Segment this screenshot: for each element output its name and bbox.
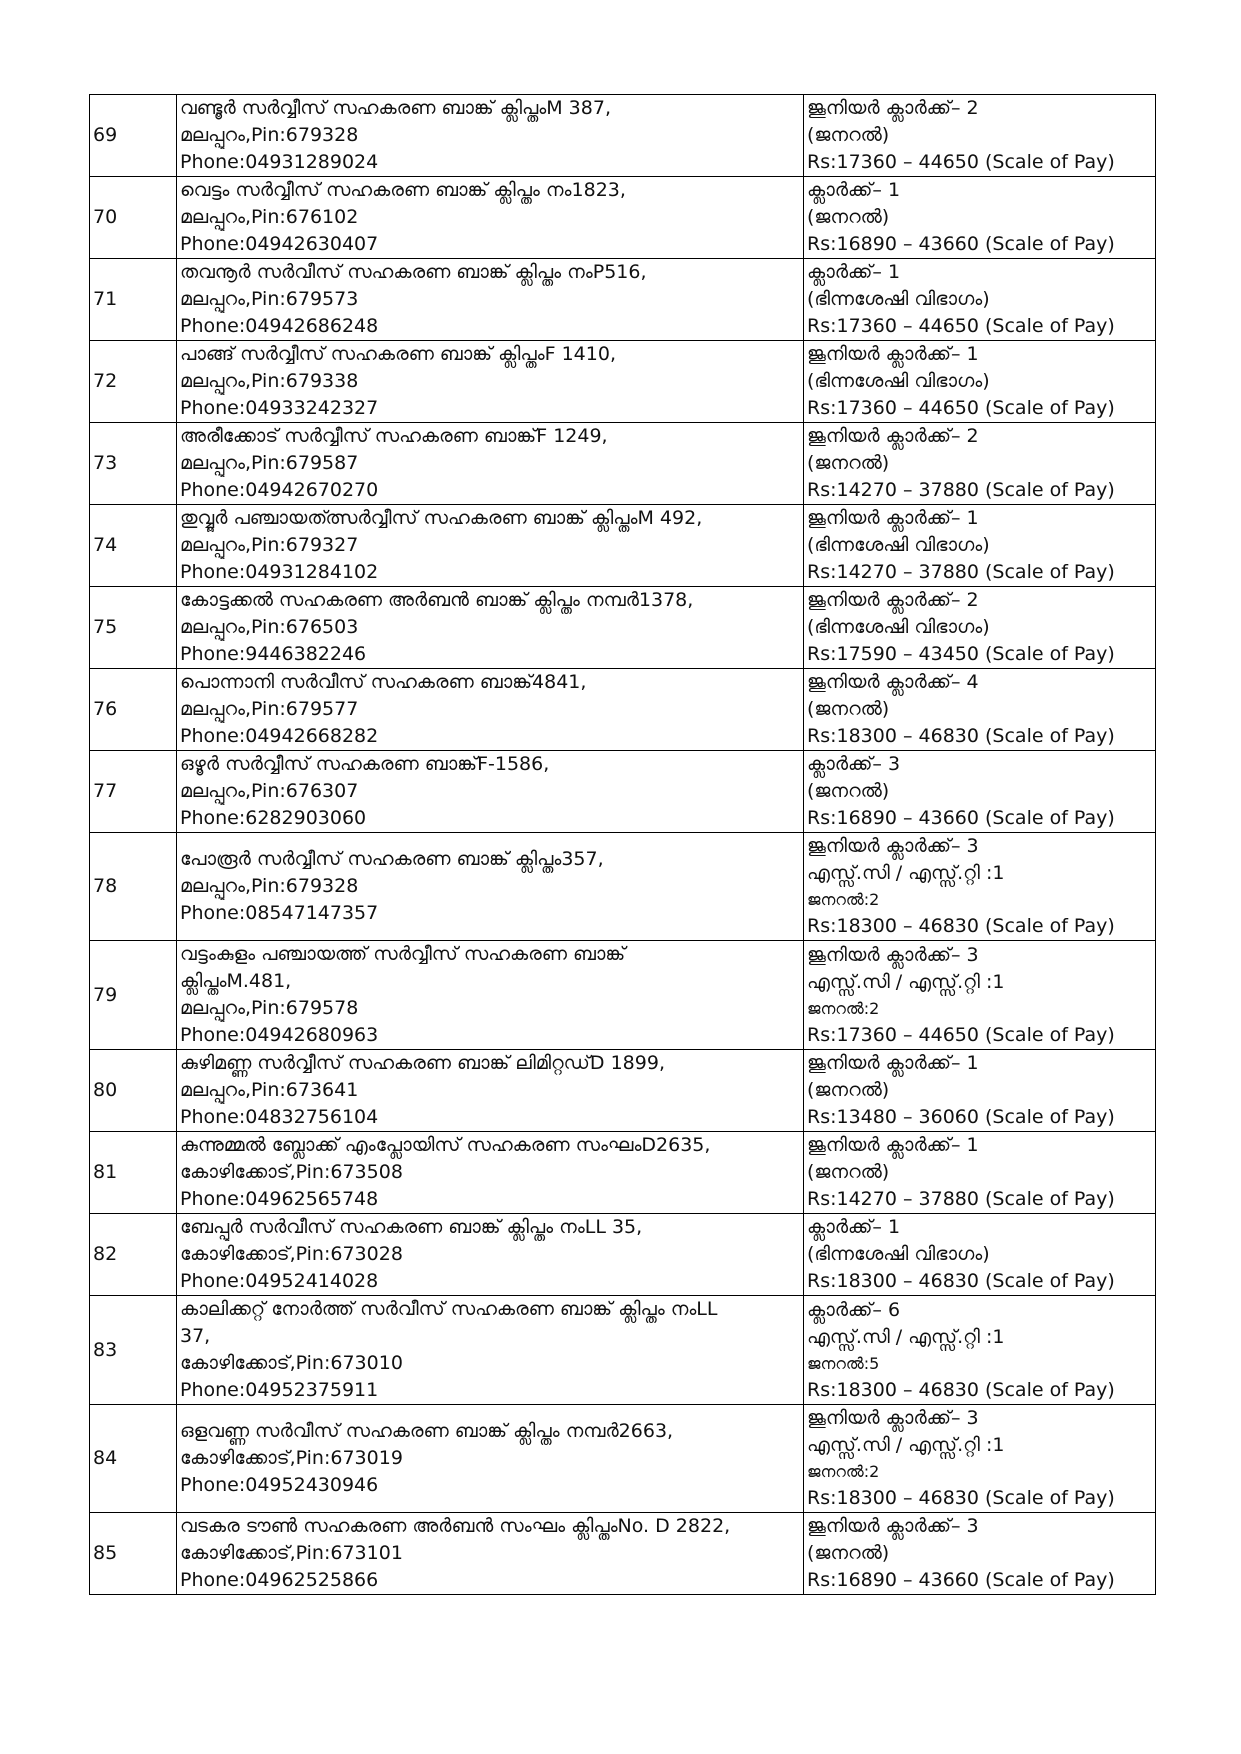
bank-detail-line: പാങ്ങ് സർവ്വീസ് സഹകരണ ബാങ്ക് ക്ലിപ്തംF 1410, bbox=[180, 343, 616, 365]
post-detail-line: Rs:18300 – 46830 (Scale of Pay) bbox=[807, 725, 1115, 747]
table-row bbox=[90, 1214, 1156, 1296]
bank-detail-line: Phone:04942668282 bbox=[180, 725, 379, 747]
bank-detail-line: Phone:04952375911 bbox=[180, 1379, 379, 1401]
bank-detail-line: വെട്ടം സർവ്വീസ് സഹകരണ ബാങ്ക് ക്ലിപ്തം നം1823, bbox=[180, 179, 626, 201]
table-row bbox=[90, 941, 1156, 1050]
bank-detail-line: മലപ്പുറം,Pin:679327 bbox=[180, 534, 359, 556]
bank-detail-line: കോഴിക്കോട്,Pin:673028 bbox=[180, 1243, 403, 1265]
bank-details-cell bbox=[177, 1513, 804, 1595]
bank-detail-line: കുന്നുമ്മൽ ബ്ലോക്ക് എംപ്ലോയിസ് സഹകരണ സംഘംD2635, bbox=[180, 1134, 711, 1156]
post-detail-line: ജൂനിയർ ക്ലാർക്ക്– 1 bbox=[807, 1134, 979, 1156]
post-detail-line: (ഭിന്നശേഷി വിഭാഗം) bbox=[807, 616, 990, 638]
bank-detail-line: മലപ്പുറം,Pin:679338 bbox=[180, 370, 359, 392]
post-detail-line: Rs:17360 – 44650 (Scale of Pay) bbox=[807, 397, 1115, 419]
table-row bbox=[90, 1050, 1156, 1132]
post-detail-line: (ജനറൽ) bbox=[807, 124, 890, 146]
post-detail-line: ജൂനിയർ ക്ലാർക്ക്– 1 bbox=[807, 1052, 979, 1074]
post-detail-line: ജൂനിയർ ക്ലാർക്ക്– 2 bbox=[807, 97, 979, 119]
post-detail-line: എസ്സ്.സി / എസ്സ്.റ്റി :1 bbox=[807, 970, 1005, 993]
post-detail-line: Rs:18300 – 46830 (Scale of Pay) bbox=[807, 1487, 1115, 1509]
serial-number-cell: 71 bbox=[90, 259, 177, 341]
post-detail-line: ജൂനിയർ ക്ലാർക്ക്– 3 bbox=[807, 1515, 979, 1537]
post-detail-line: (ജനറൽ) bbox=[807, 1542, 890, 1564]
serial-number-cell: 79 bbox=[90, 941, 177, 1050]
post-detail-line: എസ്സ്.സി / എസ്സ്.റ്റി :1 bbox=[807, 862, 1005, 884]
bank-detail-line: മലപ്പുറം,Pin:676102 bbox=[180, 206, 359, 228]
bank-details-cell bbox=[177, 177, 804, 259]
table-row bbox=[90, 587, 1156, 669]
post-detail-line: Rs:18300 – 46830 (Scale of Pay) bbox=[807, 1270, 1115, 1292]
table-row bbox=[90, 423, 1156, 505]
bank-details-cell bbox=[177, 833, 804, 941]
bank-detail-line: അരീക്കോട് സർവ്വീസ് സഹകരണ ബാങ്ക്F 1249, bbox=[180, 425, 608, 447]
bank-detail-line: Phone:9446382246 bbox=[180, 643, 367, 665]
post-detail-line: Rs:17360 – 44650 (Scale of Pay) bbox=[807, 315, 1115, 337]
bank-detail-line: മലപ്പുറം,Pin:679573 bbox=[180, 288, 359, 310]
bank-detail-line: തവനൂർ സർവീസ് സഹകരണ ബാങ്ക് ക്ലിപ്തം നംP516, bbox=[180, 261, 647, 283]
serial-number-cell: 81 bbox=[90, 1132, 177, 1214]
bank-detail-line: Phone:04962565748 bbox=[180, 1188, 379, 1210]
bank-details-cell bbox=[177, 669, 804, 751]
bank-detail-line: കോഴിക്കോട്,Pin:673101 bbox=[180, 1542, 403, 1564]
bank-detail-line: Phone:08547147357 bbox=[180, 902, 379, 924]
bank-details-cell bbox=[177, 1132, 804, 1214]
post-detail-line: (ജനറൽ) bbox=[807, 780, 890, 802]
bank-details-cell bbox=[177, 505, 804, 587]
post-details-cell bbox=[804, 177, 1156, 259]
bank-detail-line: കുഴിമണ്ണ സർവ്വീസ് സഹകരണ ബാങ്ക് ലിമിറ്റഡ്D 1899, bbox=[180, 1052, 665, 1074]
table-row bbox=[90, 669, 1156, 751]
post-detail-line: ക്ലാർക്ക്– 1 bbox=[807, 1216, 901, 1238]
bank-details-cell bbox=[177, 751, 804, 833]
post-detail-line: Rs:18300 – 46830 (Scale of Pay) bbox=[807, 1378, 1115, 1401]
post-detail-line: (ജനറൽ) bbox=[807, 452, 890, 474]
post-details-cell bbox=[804, 669, 1156, 751]
bank-detail-line: ബേപ്പൂർ സർവീസ് സഹകരണ ബാങ്ക് ക്ലിപ്തം നംLL 35, bbox=[180, 1216, 643, 1238]
table-row bbox=[90, 833, 1156, 941]
bank-details-cell bbox=[177, 1405, 804, 1513]
post-detail-line: (ജനറൽ) bbox=[807, 1161, 890, 1183]
post-detail-line: ജനറൽ:2 bbox=[807, 998, 880, 1018]
serial-number-cell: 77 bbox=[90, 751, 177, 833]
bank-detail-line: Phone:04952414028 bbox=[180, 1270, 379, 1292]
post-detail-line: Rs:16890 – 43660 (Scale of Pay) bbox=[807, 807, 1115, 829]
post-detail-line: ജൂനിയർ ക്ലാർക്ക്– 3 bbox=[807, 835, 979, 857]
bank-detail-line: മലപ്പുറം,Pin:676307 bbox=[180, 780, 359, 802]
bank-detail-line: Phone:04942686248 bbox=[180, 315, 379, 337]
table-row bbox=[90, 505, 1156, 587]
table-row bbox=[90, 95, 1156, 177]
post-detail-line: ക്ലാർക്ക്– 6 bbox=[807, 1298, 901, 1321]
post-detail-line: ജനറൽ:2 bbox=[807, 1462, 880, 1481]
post-details-cell bbox=[804, 341, 1156, 423]
bank-detail-line: കോഴിക്കോട്,Pin:673019 bbox=[180, 1447, 403, 1469]
post-details-cell bbox=[804, 1296, 1156, 1405]
post-detail-line: Rs:16890 – 43660 (Scale of Pay) bbox=[807, 1569, 1115, 1591]
bank-details-cell bbox=[177, 1296, 804, 1405]
post-detail-line: (ഭിന്നശേഷി വിഭാഗം) bbox=[807, 534, 990, 556]
serial-number-cell: 70 bbox=[90, 177, 177, 259]
bank-detail-line: പോരൂർ സർവ്വീസ് സഹകരണ ബാങ്ക് ക്ലിപ്തം357, bbox=[180, 848, 604, 870]
post-detail-line: (ജനറൽ) bbox=[807, 1079, 890, 1101]
bank-details-cell bbox=[177, 259, 804, 341]
bank-detail-line: പൊന്നാനി സർവീസ് സഹകരണ ബാങ്ക്4841, bbox=[180, 671, 587, 693]
bank-detail-line: Phone:04931284102 bbox=[180, 561, 379, 583]
bank-detail-line: വണ്ടൂർ സർവ്വീസ് സഹകരണ ബാങ്ക് ക്ലിപ്തംM 387, bbox=[180, 97, 611, 119]
post-detail-line: Rs:14270 – 37880 (Scale of Pay) bbox=[807, 1188, 1115, 1210]
serial-number-cell: 69 bbox=[90, 95, 177, 177]
post-detail-line: Rs:17360 – 44650 (Scale of Pay) bbox=[807, 151, 1115, 173]
post-details-cell bbox=[804, 505, 1156, 587]
bank-detail-line: കോഴിക്കോട്,Pin:673010 bbox=[180, 1352, 403, 1374]
bank-details-cell bbox=[177, 1214, 804, 1296]
post-detail-line: Rs:18300 – 46830 (Scale of Pay) bbox=[807, 915, 1115, 937]
post-detail-line: ക്ലാർക്ക്– 3 bbox=[807, 753, 901, 775]
post-details-cell bbox=[804, 259, 1156, 341]
table-row bbox=[90, 751, 1156, 833]
post-detail-line: എസ്സ്.സി / എസ്സ്.റ്റി :1 bbox=[807, 1434, 1005, 1456]
serial-number-cell: 85 bbox=[90, 1513, 177, 1595]
bank-detail-line: Phone:04942670270 bbox=[180, 479, 379, 501]
bank-detail-line: മലപ്പുറം,Pin:679577 bbox=[180, 698, 359, 720]
bank-details-cell bbox=[177, 1050, 804, 1132]
bank-details-cell bbox=[177, 95, 804, 177]
serial-number-cell: 75 bbox=[90, 587, 177, 669]
serial-number-cell: 83 bbox=[90, 1296, 177, 1405]
serial-number-cell: 76 bbox=[90, 669, 177, 751]
vacancy-table-body bbox=[90, 95, 1156, 1595]
post-details-cell bbox=[804, 1050, 1156, 1132]
post-details-cell bbox=[804, 587, 1156, 669]
bank-detail-line: കോഴിക്കോട്,Pin:673508 bbox=[180, 1161, 403, 1183]
bank-detail-line: Phone:6282903060 bbox=[180, 807, 367, 829]
post-detail-line: ജൂനിയർ ക്ലാർക്ക്– 1 bbox=[807, 507, 979, 529]
post-details-cell bbox=[804, 1405, 1156, 1513]
bank-detail-line: Phone:04952430946 bbox=[180, 1474, 379, 1496]
table-row bbox=[90, 1513, 1156, 1595]
table-row bbox=[90, 177, 1156, 259]
bank-detail-line: ഒഴൂർ സർവ്വീസ് സഹകരണ ബാങ്ക്F-1586, bbox=[180, 753, 550, 775]
table-row bbox=[90, 341, 1156, 423]
bank-details-cell bbox=[177, 587, 804, 669]
post-detail-line: (ഭിന്നശേഷി വിഭാഗം) bbox=[807, 1243, 990, 1265]
bank-detail-line: Phone:04962525866 bbox=[180, 1569, 379, 1591]
post-details-cell bbox=[804, 423, 1156, 505]
serial-number-cell: 80 bbox=[90, 1050, 177, 1132]
post-detail-line: ജൂനിയർ ക്ലാർക്ക്– 4 bbox=[807, 671, 979, 693]
bank-details-cell bbox=[177, 341, 804, 423]
table-row bbox=[90, 1132, 1156, 1214]
post-detail-line: Rs:16890 – 43660 (Scale of Pay) bbox=[807, 233, 1115, 255]
post-detail-line: Rs:17590 – 43450 (Scale of Pay) bbox=[807, 643, 1115, 665]
bank-detail-line: 37, bbox=[180, 1325, 211, 1347]
serial-number-cell: 74 bbox=[90, 505, 177, 587]
document-page bbox=[89, 94, 1151, 1595]
bank-detail-line: ഒളവണ്ണ സർവീസ് സഹകരണ ബാങ്ക് ക്ലിപ്തം നമ്പർ2663, bbox=[180, 1420, 674, 1442]
table-row bbox=[90, 1405, 1156, 1513]
bank-detail-line: മലപ്പുറം,Pin:676503 bbox=[180, 616, 359, 638]
bank-detail-line: തുവ്വൂർ പഞ്ചായത്ത്സർവ്വീസ് സഹകരണ ബാങ്ക് ക്ലിപ്തംM 492, bbox=[180, 507, 703, 529]
post-detail-line: ജനറൽ:2 bbox=[807, 890, 880, 909]
serial-number-cell: 82 bbox=[90, 1214, 177, 1296]
table-row bbox=[90, 1296, 1156, 1405]
post-details-cell bbox=[804, 95, 1156, 177]
vacancy-table bbox=[89, 94, 1156, 1595]
bank-detail-line: ക്ലിപ്തംM.481, bbox=[180, 970, 292, 992]
post-detail-line: Rs:17360 – 44650 (Scale of Pay) bbox=[807, 1023, 1115, 1046]
bank-detail-line: കോട്ടക്കൽ സഹകരണ അർബൻ ബാങ്ക് ക്ലിപ്തം നമ്പർ1378, bbox=[180, 589, 694, 611]
serial-number-cell: 73 bbox=[90, 423, 177, 505]
bank-detail-line: മലപ്പുറം,Pin:679578 bbox=[180, 997, 359, 1019]
bank-detail-line: മലപ്പുറം,Pin:679328 bbox=[180, 124, 359, 146]
bank-details-cell bbox=[177, 423, 804, 505]
post-details-cell bbox=[804, 833, 1156, 941]
post-detail-line: ജൂനിയർ ക്ലാർക്ക്– 3 bbox=[807, 943, 979, 966]
bank-detail-line: Phone:04933242327 bbox=[180, 397, 379, 419]
post-detail-line: Rs:13480 – 36060 (Scale of Pay) bbox=[807, 1106, 1115, 1128]
bank-details-cell bbox=[177, 941, 804, 1050]
post-detail-line: Rs:14270 – 37880 (Scale of Pay) bbox=[807, 561, 1115, 583]
post-detail-line: (ജനറൽ) bbox=[807, 206, 890, 228]
serial-number-cell: 78 bbox=[90, 833, 177, 941]
bank-detail-line: മലപ്പുറം,Pin:679587 bbox=[180, 452, 359, 474]
bank-detail-line: Phone:04942630407 bbox=[180, 233, 379, 255]
bank-detail-line: മലപ്പുറം,Pin:673641 bbox=[180, 1079, 359, 1101]
post-detail-line: ജനറൽ:5 bbox=[807, 1353, 880, 1373]
serial-number-cell: 84 bbox=[90, 1405, 177, 1513]
bank-detail-line: കാലിക്കറ്റ് നോർത്ത് സർവീസ് സഹകരണ ബാങ്ക് ക്ലിപ്തം നംLL bbox=[180, 1298, 718, 1320]
bank-detail-line: വട്ടംകുളം പഞ്ചായത്ത് സർവ്വീസ് സഹകരണ ബാങ്ക് bbox=[180, 943, 626, 965]
post-details-cell bbox=[804, 1132, 1156, 1214]
post-details-cell bbox=[804, 1214, 1156, 1296]
post-detail-line: (ജനറൽ) bbox=[807, 698, 890, 720]
post-detail-line: (ഭിന്നശേഷി വിഭാഗം) bbox=[807, 370, 990, 392]
table-row bbox=[90, 259, 1156, 341]
serial-number-cell: 72 bbox=[90, 341, 177, 423]
bank-detail-line: Phone:04931289024 bbox=[180, 151, 379, 173]
bank-detail-line: Phone:04942680963 bbox=[180, 1024, 379, 1046]
post-detail-line: Rs:14270 – 37880 (Scale of Pay) bbox=[807, 479, 1115, 501]
post-detail-line: ജൂനിയർ ക്ലാർക്ക്– 3 bbox=[807, 1407, 979, 1429]
post-detail-line: ക്ലാർക്ക്– 1 bbox=[807, 179, 901, 201]
post-detail-line: ക്ലാർക്ക്– 1 bbox=[807, 261, 901, 283]
post-detail-line: ജൂനിയർ ക്ലാർക്ക്– 2 bbox=[807, 589, 979, 611]
post-detail-line: ജൂനിയർ ക്ലാർക്ക്– 2 bbox=[807, 425, 979, 447]
post-detail-line: (ഭിന്നശേഷി വിഭാഗം) bbox=[807, 288, 990, 310]
post-detail-line: എസ്സ്.സി / എസ്സ്.റ്റി :1 bbox=[807, 1325, 1005, 1348]
bank-detail-line: വടകര ടൗൺ സഹകരണ അർബൻ സംഘം ക്ലിപ്തംNo. D 2822, bbox=[180, 1515, 731, 1537]
post-details-cell bbox=[804, 1513, 1156, 1595]
post-detail-line: ജൂനിയർ ക്ലാർക്ക്– 1 bbox=[807, 343, 979, 365]
bank-detail-line: Phone:04832756104 bbox=[180, 1106, 379, 1128]
post-details-cell bbox=[804, 751, 1156, 833]
bank-detail-line: മലപ്പുറം,Pin:679328 bbox=[180, 875, 359, 897]
post-details-cell bbox=[804, 941, 1156, 1050]
